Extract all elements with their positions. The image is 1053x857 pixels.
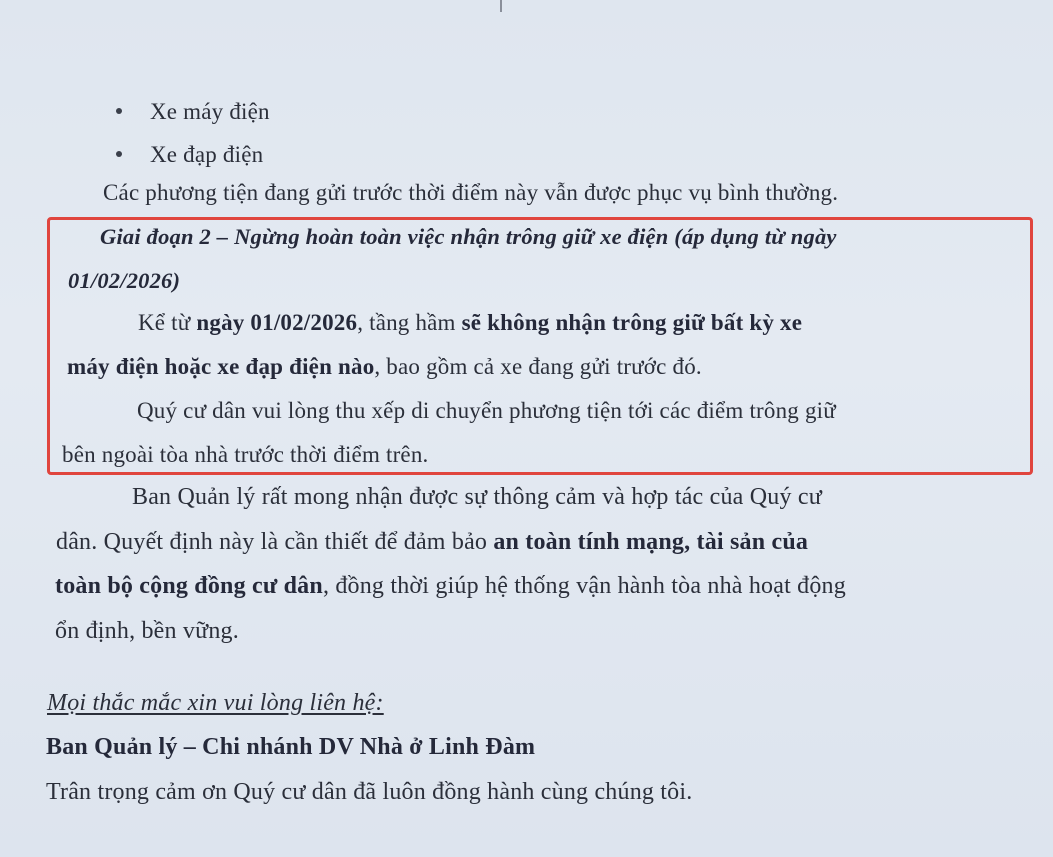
bold-text: an toàn tính mạng, tài sản của [493, 529, 809, 555]
stage2-paragraph1-line1 [138, 308, 802, 338]
stage2-paragraph1-line2 [67, 352, 702, 382]
closing-line1: Ban Quản lý rất mong nhận được sự thông cảm và hợp tác của Quý cư [132, 484, 822, 510]
text: dân. Quyết định này là cần thiết để đảm bảo [56, 529, 494, 555]
bold-text: toàn bộ cộng đồng cư dân [55, 573, 323, 599]
bullet-item-electric-bicycle: Xe đạp điện [150, 142, 264, 167]
contact-organization: Ban Quản lý – Chi nhánh DV Nhà ở Linh Đàm [46, 734, 536, 760]
stage1-note: Các phương tiện đang gửi trước thời điểm này vẫn được phục vụ bình thường. [103, 180, 839, 205]
thanks-line: Trân trọng cảm ơn Quý cư dân đã luôn đồng hành cùng chúng tôi. [46, 779, 693, 805]
text: Kể từ [138, 310, 197, 335]
bold-text: sẽ không nhận trông giữ bất kỳ xe [461, 310, 803, 335]
stage2-paragraph2-line1: Quý cư dân vui lòng thu xếp di chuyển phương tiện tới các điểm trông giữ [137, 398, 836, 423]
bullet-dot [116, 108, 122, 114]
stage2-heading-line1: Giai đoạn 2 – Ngừng hoàn toàn việc nhận trông giữ xe điện (áp dụng từ ngày [100, 224, 837, 249]
closing-line2 [56, 527, 808, 557]
bullet-item-electric-motorbike: Xe máy điện [150, 99, 270, 124]
closing-line4: ổn định, bền vững. [55, 618, 239, 644]
stage2-paragraph2-line2: bên ngoài tòa nhà trước thời điểm trên. [62, 442, 429, 467]
bold-text: ngày 01/02/2026 [196, 310, 358, 335]
highlight-box [47, 217, 1033, 475]
stage2-heading-line2: 01/02/2026) [68, 268, 181, 293]
bullet-dot [116, 151, 122, 157]
scan-mark-top [500, 0, 502, 12]
closing-line3 [55, 571, 846, 601]
bold-text: máy điện hoặc xe đạp điện nào [67, 354, 375, 379]
text: , tầng hầm [357, 310, 462, 335]
contact-prompt: Mọi thắc mắc xin vui lòng liên hệ: [47, 690, 384, 716]
text: , bao gồm cả xe đang gửi trước đó. [374, 354, 702, 379]
text: , đồng thời giúp hệ thống vận hành tòa nhà hoạt động [322, 573, 846, 599]
